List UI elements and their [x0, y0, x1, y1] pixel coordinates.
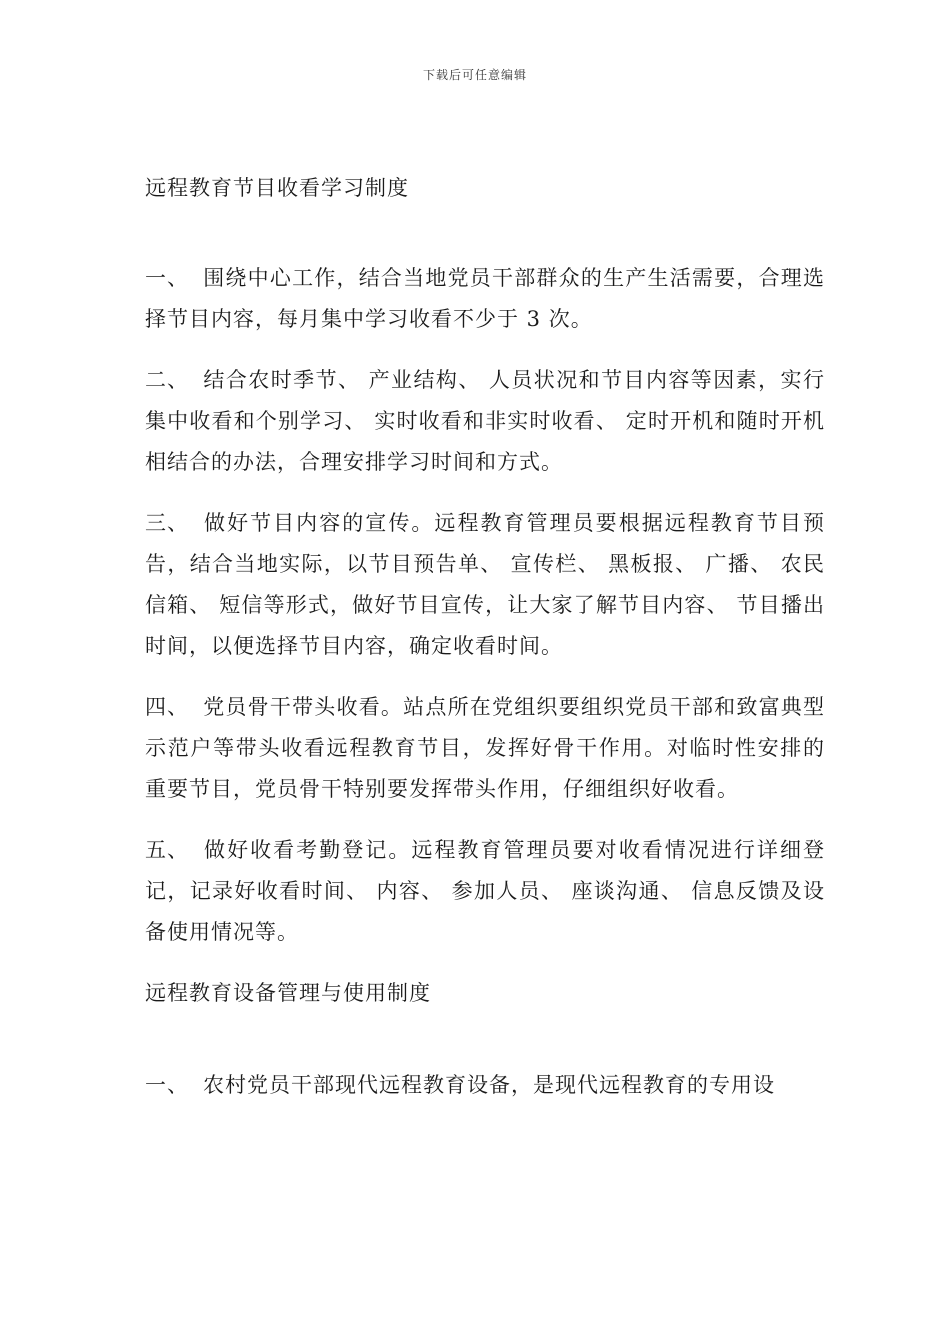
paragraph-text: 农村党员干部现代远程教育设备，是现代远程教育的专用设	[203, 1073, 775, 1097]
paragraph	[145, 1065, 825, 1106]
paragraph-number: 三、	[145, 511, 189, 535]
paragraph-text: 做好节目内容的宣传。远程教育管理员要根据远程教育节目预告，结合当地实际，以节目预告单、 宣传栏、 黑板报、 广播、 农民信箱、 短信等形式，做好节目宣传，让大家了解节目内容、 节目播出时间，以便选择节目内容，确定收看时间。	[145, 511, 825, 658]
section-title: 远程教育节目收看学习制度	[145, 176, 409, 200]
section-title: 远程教育设备管理与使用制度	[145, 981, 431, 1005]
paragraph-number: 四、	[145, 695, 189, 719]
paragraph	[145, 360, 825, 483]
paragraph-text: 围绕中心工作，结合当地党员干部群众的生产生活需要，合理选择节目内容，每月集中学习收看不少于 3 次。	[145, 266, 825, 331]
paragraph-text: 党员骨干带头收看。站点所在党组织要组织党员干部和致富典型示范户等带头收看远程教育节目，发挥好骨干作用。对临时性安排的重要节目，党员骨干特别要发挥带头作用，仔细组织好收看。	[145, 695, 825, 801]
paragraph-number: 一、	[145, 1073, 189, 1097]
paragraph-number: 二、	[145, 368, 189, 392]
paragraph	[145, 687, 825, 810]
paragraph	[145, 503, 825, 667]
paragraph	[145, 258, 825, 340]
paragraph-text: 做好收看考勤登记。远程教育管理员要对收看情况进行详细登记，记录好收看时间、 内容、 参加人员、 座谈沟通、 信息反馈及设备使用情况等。	[145, 838, 825, 944]
document-body	[145, 168, 825, 1126]
header-note: 下载后可任意编辑	[422, 68, 527, 82]
paragraph-number: 一、	[145, 266, 189, 290]
paragraph-text: 结合农时季节、 产业结构、 人员状况和节目内容等因素，实行集中收看和个别学习、 实时收看和非实时收看、 定时开机和随时开机相结合的办法，合理安排学习时间和方式。	[145, 368, 825, 474]
paragraph	[145, 830, 825, 953]
paragraph-number: 五、	[145, 838, 189, 862]
